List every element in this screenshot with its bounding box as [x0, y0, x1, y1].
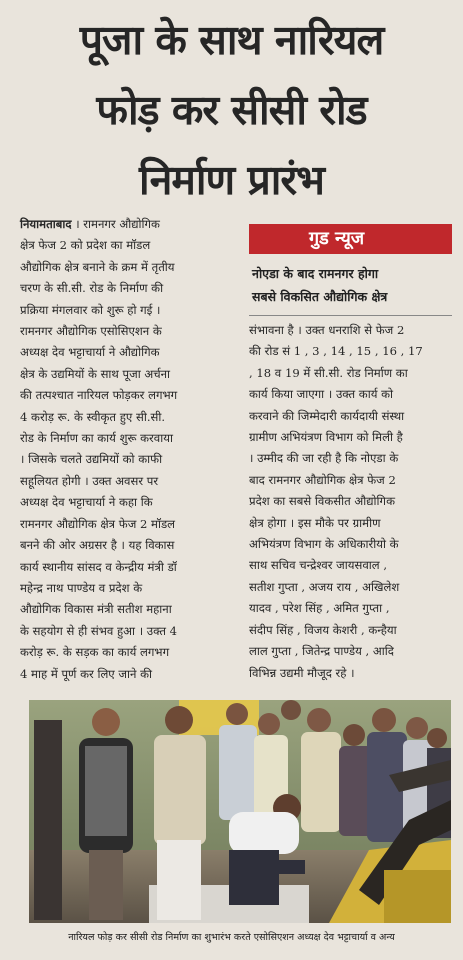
photo-caption: नारियल फोड़ कर सीसी रोड निर्माण का शुभारंभ करते एसोसिएशन अध्यक्ष देव भट्टाचार्या व अन्य: [68, 932, 395, 943]
article-line: सतीश गुप्ता , अजय राय , अखिलेश: [249, 579, 400, 594]
subheadline-line: सबसे विकसित औद्योगिक क्षेत्र: [252, 289, 388, 304]
article-line: अध्यक्ष देव भट्टाचार्या ने कहा कि: [20, 495, 153, 510]
article-line: ग्रामीण अभियंत्रण विभाग को मिली है: [249, 430, 403, 445]
article-line: प्रदेश का सबसे विकसीत औद्योगिक: [249, 494, 395, 509]
article-line: करवाने की जिम्मेदारी कार्यदायी संस्था: [249, 408, 405, 423]
article-line: क्षेत्र के उद्यमियों के साथ पूजा अर्चना: [20, 366, 171, 381]
dateline: नियामताबाद: [20, 217, 72, 231]
article-line: यादव , परेश सिंह , अमित गुप्ता ,: [249, 601, 390, 616]
article-line: संदीप सिंह , विजय केशरी , कन्हैया: [249, 622, 397, 637]
article-line: नियामताबाद । रामनगर औद्योगिक: [20, 217, 160, 231]
headline-line-2: फोड़ कर सीसी रोड: [96, 86, 367, 134]
article-line: कार्य स्थानीय सांसद व केन्द्रीय मंत्री डॉ: [20, 559, 177, 574]
article-line: के सहयोग से ही संभव हुआ । उक्त 4: [20, 623, 178, 638]
divider: [249, 315, 452, 316]
article-line: विभिन्न उद्यमी मौजूद रहे ।: [249, 665, 355, 680]
section-tag: गुड न्यूज: [249, 224, 452, 254]
article-line: । जिसके चलते उद्यमियों को काफी: [20, 452, 163, 467]
article-line: प्रक्रिया मंगलवार को शुरू हो गई ।: [20, 302, 161, 317]
article-line: की तत्पश्चात नारियल फोड़कर लगभग: [20, 388, 178, 403]
headline-line-1: पूजा के साथ नारियल: [79, 16, 384, 64]
subheadline-line: नोएडा के बाद रामनगर होगा: [252, 266, 379, 281]
headline: [0, 6, 463, 216]
article-line: बनने की ओर अग्रसर है । यह विकास: [20, 538, 175, 553]
article-line: औद्योगिक क्षेत्र बनाने के क्रम में तृतीय: [20, 259, 175, 274]
article-body-right: [249, 320, 452, 684]
article-line: की रोड सं 1 , 3 , 14 , 15 , 16 , 17: [249, 344, 423, 359]
article-line: 4 करोड़ रू. के स्वीकृत हुए सी.सी.: [20, 409, 166, 424]
article-line: 4 माह में पूर्ण कर लिए जाने की: [20, 666, 153, 681]
article-line: संभावना है । उक्त धनराशि से फेज 2: [249, 323, 405, 337]
article-line: , 18 व 19 में सी.सी. रोड निर्माण का: [249, 365, 408, 380]
article-line: क्षेत्र होगा । इस मौके पर ग्रामीण: [249, 515, 381, 530]
article-line: चरण के सी.सी. रोड के निर्माण की: [20, 281, 164, 296]
article-line: औद्योगिक विकास मंत्री सतीश महाना: [20, 602, 172, 617]
article-line: सहूलियत होगी । उक्त अवसर पर: [20, 473, 159, 488]
article-line: अभियंत्रण विभाग के अधिकारीयो के: [249, 537, 399, 552]
subheadline: [252, 262, 452, 308]
article-line: बाद रामनगर औद्योगिक क्षेत्र फेज 2: [249, 472, 396, 487]
article-line: क्षेत्र फेज 2 को प्रदेश का मॉडल: [20, 238, 151, 253]
article-line: लाल गुप्ता , जितेन्द्र पाण्डेय , आदि: [249, 644, 394, 659]
article-line: करोड़ रू. के सड़क का कार्य लगभग: [20, 645, 170, 660]
news-photo: [29, 700, 451, 923]
article-line: महेन्द्र नाथ पाण्डेय व प्रदेश के: [20, 580, 143, 595]
news-photo-illustration: [29, 700, 451, 923]
article-line: साथ सचिव चन्द्रेश्वर जायसवाल ,: [249, 558, 388, 573]
article-line: रामनगर औद्योगिक क्षेत्र फेज 2 मॉडल: [20, 516, 176, 531]
headline-line-3: निर्माण प्रारंभ: [139, 156, 324, 204]
article-line: रामनगर औद्योगिक एसोसिएशन के: [20, 324, 162, 339]
article-line: रोड के निर्माण का कार्य शुरू करवाया: [20, 431, 173, 446]
article-line: अध्यक्ष देव भट्टाचार्या ने औद्योगिक: [20, 345, 160, 360]
article-body-left: [20, 214, 234, 685]
article-line: । उम्मीद की जा रही है कि नोएडा के: [249, 451, 399, 466]
article-line: कार्य किया जाएगा । उक्त कार्य को: [249, 387, 394, 402]
